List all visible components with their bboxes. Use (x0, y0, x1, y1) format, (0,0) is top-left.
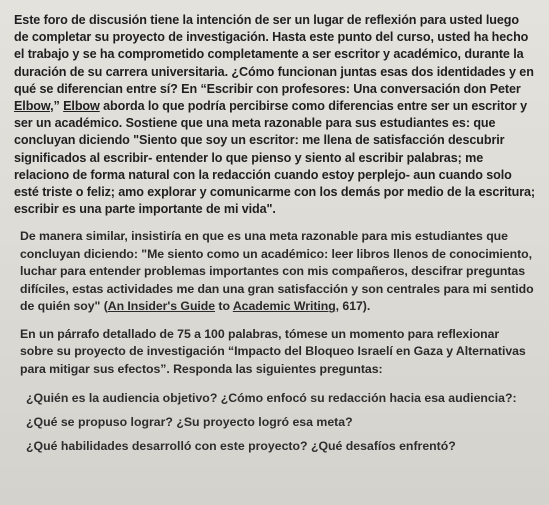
scholar-text-c: , 617). (335, 299, 371, 314)
elbow-link-1[interactable]: Elbow, (14, 99, 54, 114)
intro-paragraph (14, 12, 535, 218)
question-skills: ¿Qué habilidades desarrolló con este proyecto? ¿Qué desafíos enfrentó? (26, 439, 456, 454)
academic-writing-link[interactable]: Academic Writing (232, 299, 336, 314)
elbow-link-2[interactable]: Elbow (63, 99, 100, 114)
question-audience: ¿Quién es la audiencia objetivo? ¿Cómo enfocó su redacción hacia esa audiencia?: (26, 391, 517, 406)
insiders-guide-link[interactable]: An Insider's Guide (107, 299, 216, 314)
intro-text-a: Este foro de discusión tiene la intención de ser un lugar de reflexión para usted luego de completar su proyecto de investigación. Hasta este punto del curso, usted ha hecho el trabajo y se ha comprometido completamente a ser escritor y académico, durante la duración de su carrera universitaria. ¿Cómo funcionan juntas esas dos identidades y en qué se diferencian entre sí? En “Escribir con profesores: Una conversación don Peter (14, 13, 534, 96)
instructions-paragraph: En un párrafo detallado de 75 a 100 palabras, tómese un momento para reflexionar sobre su proyecto de investigación “Impacto del Bloqueo Israelí en Gaza y Alternativas para mitigar sus efectos”. Responda las siguientes preguntas: (20, 326, 526, 376)
intro-text-c: aborda lo que podría percibirse como diferencias entre ser un escritor y ser un académico. Sostiene que una meta razonable para sus estudiantes es: que concluyan diciendo "Siento que soy un escritor: me llena de satisfacción descubrir significados al escribir- entender lo que pienso y siento al escribir palabras; me relaciono de forma natural con la redacción cuando estoy perplejo- aun cuando solo esté triste o feliz; amo explorar y comunicarme con los demás por medio de la escritura; escribir es una parte importante de mi vida". (14, 99, 536, 217)
question-goal: ¿Qué se propuso lograr? ¿Su proyecto logró esa meta? (26, 415, 353, 430)
scholar-text-a: De manera similar, insistiría en que es una meta razonable para mis estudiantes que concluyan diciendo: "Me siento como un académico: leer libros llenos de conocimiento, luchar para entender problemas importantes con mis compañeros, descifrar preguntas difíciles, estas actividades me dan una gran satisfacción y son centrales para mi sentido de quién soy" ( (20, 229, 534, 314)
scholar-text-b: to (215, 299, 233, 314)
intro-text-b: ” (53, 99, 64, 114)
scholar-paragraph (20, 228, 535, 316)
